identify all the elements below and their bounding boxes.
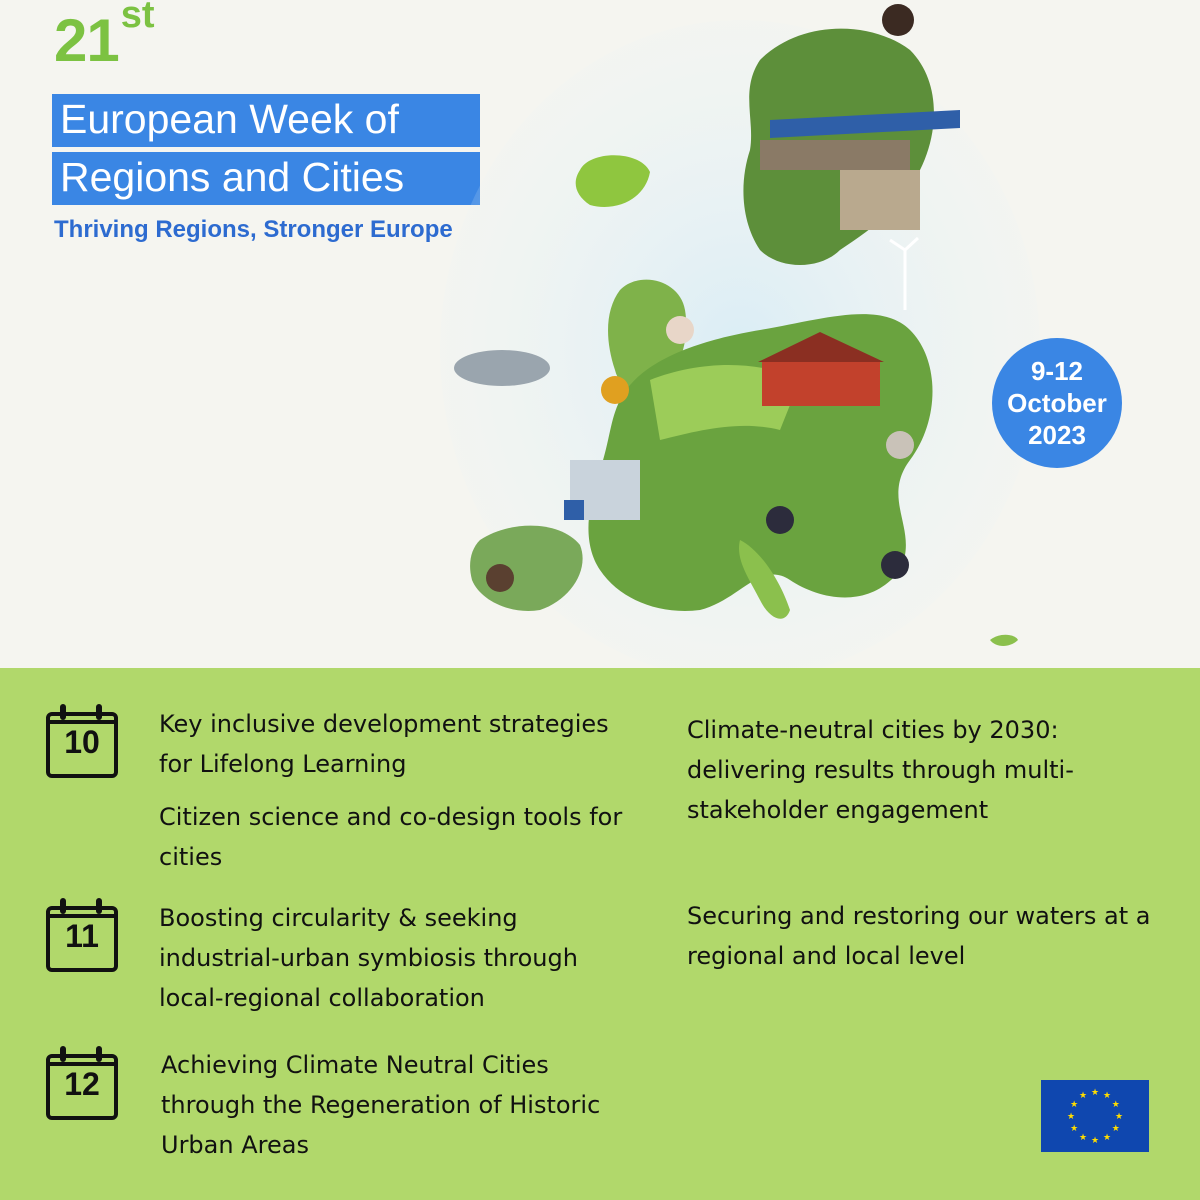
edition-number: 21 xyxy=(54,7,119,74)
map-hospital-sign xyxy=(564,500,584,520)
session-item: Key inclusive development strategies for Lifelong Learning xyxy=(159,710,609,778)
session-item: Achieving Climate Neutral Cities through the Regeneration of Historic Urban Areas xyxy=(161,1051,601,1159)
session-item: Boosting circularity & seeking industrial-urban symbiosis through local-regional collaboration xyxy=(159,904,578,1012)
event-title-line1: European Week of xyxy=(52,94,480,147)
session-item: Climate-neutral cities by 2030: delivering results through multi-stakeholder engagement xyxy=(687,716,1074,824)
event-date-month: October xyxy=(1007,388,1107,418)
map-village xyxy=(840,170,920,230)
map-cyprus xyxy=(990,635,1018,646)
eu-star-icon: ★ xyxy=(1102,1090,1112,1101)
calendar-day-number: 10 xyxy=(64,724,100,760)
schedule-panel xyxy=(0,668,1200,1200)
eu-star-icon: ★ xyxy=(1078,1090,1088,1101)
europe-map-collage xyxy=(440,0,1040,668)
session-item: Citizen science and co-design tools for cities xyxy=(159,803,623,871)
event-title-line2: Regions and Cities xyxy=(52,152,480,205)
session-item: Securing and restoring our waters at a regional and local level xyxy=(687,902,1151,970)
eu-star-icon: ★ xyxy=(1090,1135,1100,1145)
map-person-business xyxy=(881,551,909,579)
eu-star-icon: ★ xyxy=(1078,1131,1088,1142)
calendar-icon xyxy=(46,898,118,970)
eu-star-icon: ★ xyxy=(1090,1087,1100,1097)
eu-flag-icon xyxy=(1041,1080,1149,1152)
map-person-top xyxy=(882,4,914,36)
eu-star-icon: ★ xyxy=(1111,1099,1120,1109)
calendar-icon xyxy=(46,704,118,776)
event-date-badge xyxy=(992,338,1122,468)
calendar-day-number: 12 xyxy=(64,1066,100,1102)
event-date-days: 9-12 xyxy=(1030,356,1084,386)
map-person-woman xyxy=(766,506,794,534)
map-barn xyxy=(762,360,880,406)
map-boat-scene xyxy=(454,350,550,386)
edition-label xyxy=(54,0,155,75)
calendar-day-number: 11 xyxy=(65,918,99,954)
calendar-icon xyxy=(46,1046,118,1118)
map-person-engineer xyxy=(601,376,629,404)
map-person-researcher xyxy=(486,564,514,592)
eu-star-icon: ★ xyxy=(1114,1111,1124,1121)
eu-star-icon: ★ xyxy=(1102,1131,1112,1142)
eu-star-icon: ★ xyxy=(1066,1111,1076,1121)
event-tagline: Thriving Regions, Stronger Europe xyxy=(54,216,453,243)
event-date-year: 2023 xyxy=(1028,420,1086,450)
eu-star-icon: ★ xyxy=(1070,1099,1079,1109)
eu-star-icon: ★ xyxy=(1111,1123,1120,1133)
map-person-elderly xyxy=(886,431,914,459)
map-bridge xyxy=(760,140,910,170)
eu-star-icon: ★ xyxy=(1070,1123,1079,1133)
edition-suffix: st xyxy=(120,0,155,36)
map-person-scientist xyxy=(666,316,694,344)
